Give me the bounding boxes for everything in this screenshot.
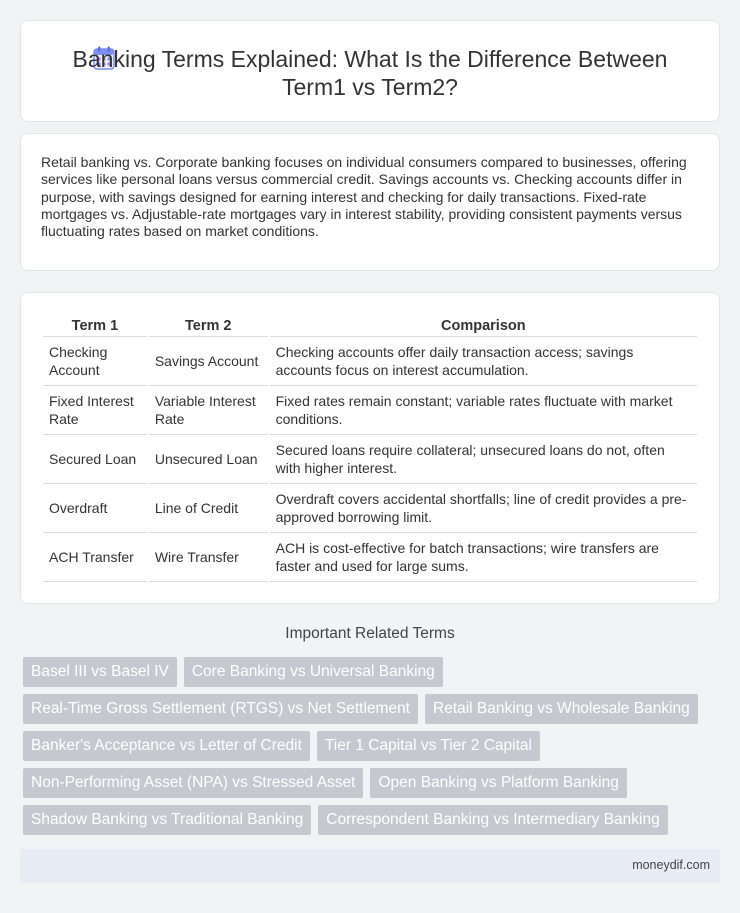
term1-cell: Checking Account [43, 337, 147, 386]
term1-cell: ACH Transfer [43, 533, 147, 582]
term2-cell: Unsecured Loan [149, 435, 268, 484]
related-term-link[interactable]: Open Banking vs Platform Banking [370, 768, 626, 798]
comparison-cell: Overdraft covers accidental shortfalls; line of credit provides a pre-approved borrowing limit. [270, 484, 697, 533]
comparison-cell: Checking accounts offer daily transaction access; savings accounts focus on interest accumulation. [270, 337, 697, 386]
term1-cell: Secured Loan [43, 435, 147, 484]
related-term-link[interactable]: Shadow Banking vs Traditional Banking [23, 805, 311, 835]
table-row [43, 435, 697, 484]
related-term-link[interactable]: Banker's Acceptance vs Letter of Credit [23, 731, 310, 761]
tag-row [23, 731, 723, 761]
column-header-term1: Term 1 [43, 315, 147, 337]
term1-cell: Fixed Interest Rate [43, 386, 147, 435]
table-row [43, 386, 697, 435]
related-terms-list [23, 657, 723, 842]
comparison-card [20, 292, 720, 604]
related-term-link[interactable]: Basel III vs Basel IV [23, 657, 177, 687]
tag-row [23, 657, 723, 687]
comparison-cell: Fixed rates remain constant; variable rates fluctuate with market conditions. [270, 386, 697, 435]
column-header-comparison: Comparison [270, 315, 697, 337]
intro-paragraph: Retail banking vs. Corporate banking focuses on individual consumers compared to businesses, offering services like personal loans versus commercial credit. Savings accounts vs. Checking accounts differ in purpose, with savings designed for earning interest and checking for daily transactions. Fixed-rate mortgages vs. Adjustable-rate mortgages vary in interest stability, providing consistent payments versus fluctuating rates based on market conditions. [41, 154, 687, 240]
related-term-link[interactable]: Core Banking vs Universal Banking [184, 657, 443, 687]
term1-cell: Overdraft [43, 484, 147, 533]
related-term-link[interactable]: Retail Banking vs Wholesale Banking [425, 694, 698, 724]
related-term-link[interactable]: Tier 1 Capital vs Tier 2 Capital [317, 731, 540, 761]
tag-row [23, 694, 723, 724]
tag-row [23, 805, 723, 835]
comparison-table [41, 315, 699, 582]
intro-card [20, 133, 720, 271]
footer [20, 849, 720, 883]
term2-cell: Variable Interest Rate [149, 386, 268, 435]
page-title: Banking Terms Explained: What Is the Difference Between Term1 vs Term2? [72, 46, 668, 100]
term2-cell: Savings Account [149, 337, 268, 386]
related-term-link[interactable]: Non-Performing Asset (NPA) vs Stressed Asset [23, 768, 363, 798]
tag-row [23, 768, 723, 798]
table-row [43, 337, 697, 386]
term2-cell: Line of Credit [149, 484, 268, 533]
column-header-term2: Term 2 [149, 315, 268, 337]
term2-cell: Wire Transfer [149, 533, 268, 582]
table-header-row [43, 315, 697, 337]
site-name: moneydif.com [632, 858, 710, 872]
title-card [20, 20, 720, 122]
comparison-cell: Secured loans require collateral; unsecured loans do not, often with higher interest. [270, 435, 697, 484]
related-term-link[interactable]: Real-Time Gross Settlement (RTGS) vs Net Settlement [23, 694, 418, 724]
comparison-cell: ACH is cost-effective for batch transactions; wire transfers are faster and used for large sums. [270, 533, 697, 582]
table-row [43, 484, 697, 533]
related-term-link[interactable]: Correspondent Banking vs Intermediary Banking [318, 805, 667, 835]
table-row [43, 533, 697, 582]
related-terms-heading: Important Related Terms [285, 625, 455, 642]
